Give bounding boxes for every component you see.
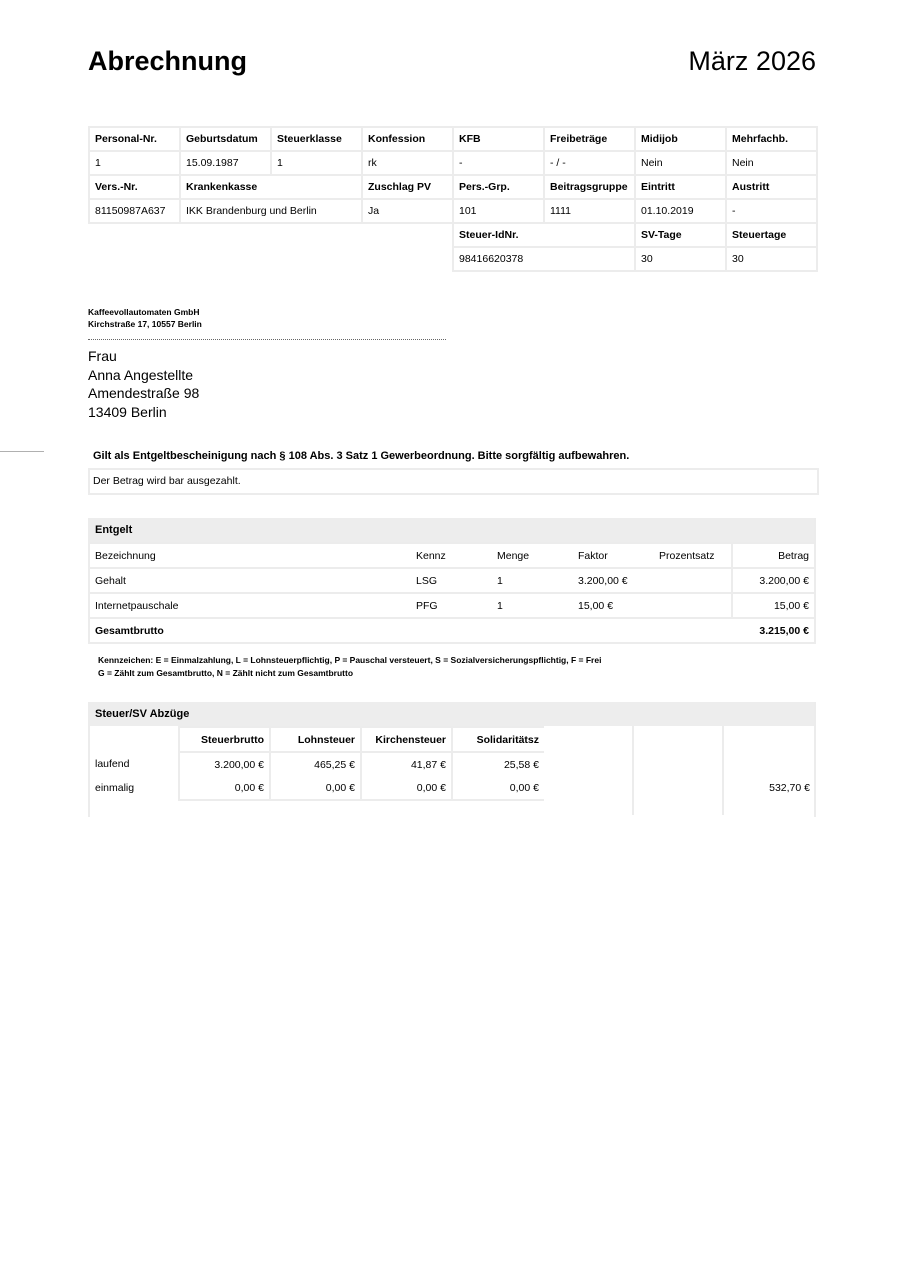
label-krankenkasse: Krankenkasse [180, 175, 362, 199]
value-steuerklasse: 1 [271, 151, 362, 175]
value-pers-grp: 101 [453, 199, 544, 223]
earnings-section [88, 518, 816, 644]
label-kfb: KFB [453, 127, 544, 151]
cell-kirchensteuer: 41,87 € [361, 752, 452, 776]
row2-labels [89, 175, 817, 199]
fold-mark [0, 451, 44, 452]
label-sv-tage: SV-Tage [635, 223, 726, 247]
cell-prozentsatz [654, 568, 732, 593]
cell-steuerbrutto: 0,00 € [179, 776, 270, 800]
earnings-total-row [90, 618, 814, 643]
recipient-address [88, 347, 199, 421]
tax-row-label: einmalig [95, 782, 135, 794]
table-row [90, 568, 814, 593]
value-beitragsgruppe: 1111 [544, 199, 635, 223]
label-zuschlag-pv: Zuschlag PV [362, 175, 453, 199]
label-geburtsdatum: Geburtsdatum [180, 127, 271, 151]
label-konfession: Konfession [362, 127, 453, 151]
total-label: Gesamtbrutto [90, 618, 732, 643]
legend-line-2: G = Zählt zum Gesamtbrutto, N = Zählt nicht zum Gesamtbrutto [98, 668, 354, 678]
label-steuerklasse: Steuerklasse [271, 127, 362, 151]
sender-street: Kirchstraße 17, 10557 Berlin [88, 319, 202, 329]
cell-bezeichnung: Gehalt [90, 568, 411, 593]
tax-table [90, 726, 544, 801]
tax-divider [722, 726, 724, 815]
row2-values [89, 199, 817, 223]
total-value: 3.215,00 € [732, 618, 814, 643]
spacer [89, 223, 453, 247]
tax-title: Steuer/SV Abzüge [90, 702, 814, 726]
label-midijob: Midijob [635, 127, 726, 151]
label-steuertage: Steuertage [726, 223, 817, 247]
cell-solidaritaetsz: 25,58 € [452, 752, 544, 776]
cell-faktor: 15,00 € [573, 593, 654, 618]
value-freibetraege: - / - [544, 151, 635, 175]
cell-kirchensteuer: 0,00 € [361, 776, 452, 800]
col-solidaritaetsz: Solidaritätsz [452, 727, 544, 752]
col-steuerbrutto: Steuerbrutto [179, 727, 270, 752]
earnings-title: Entgelt [90, 518, 814, 542]
cell-betrag: 15,00 € [732, 593, 814, 618]
col-menge: Menge [492, 543, 573, 568]
value-mehrfachb: Nein [726, 151, 817, 175]
sender-divider [88, 339, 446, 340]
recipient-name: Anna Angestellte [88, 366, 194, 383]
label-personal-nr: Personal-Nr. [89, 127, 180, 151]
recipient-city: 13409 Berlin [88, 403, 167, 420]
label-steuer-idnr: Steuer-IdNr. [453, 223, 635, 247]
col-faktor: Faktor [573, 543, 654, 568]
cell-steuerbrutto: 3.200,00 € [179, 752, 270, 776]
employee-info-table [88, 126, 818, 272]
value-eintritt: 01.10.2019 [635, 199, 726, 223]
value-steuer-idnr: 98416620378 [453, 247, 635, 271]
label-austritt: Austritt [726, 175, 817, 199]
value-sv-tage: 30 [635, 247, 726, 271]
tax-section [88, 702, 816, 817]
payment-method: Der Betrag wird bar ausgezahlt. [88, 468, 819, 495]
label-eintritt: Eintritt [635, 175, 726, 199]
document-title: Abrechnung [88, 46, 247, 76]
value-personal-nr: 1 [89, 151, 180, 175]
recipient-street: Amendestraße 98 [88, 385, 200, 401]
billing-period: März 2026 [688, 46, 816, 76]
cell-kennz: LSG [411, 568, 492, 593]
legend-line-1: Kennzeichen: E = Einmalzahlung, L = Lohnsteuerpflichtig, P = Pauschal versteuert, S = Sozialversicherungspflichtig, F = Frei [98, 655, 602, 665]
cell-kennz: PFG [411, 593, 492, 618]
tax-total: 532,70 € [769, 782, 810, 794]
label-freibetraege: Freibeträge [544, 127, 635, 151]
cell-lohnsteuer: 0,00 € [270, 776, 361, 800]
cell-faktor: 3.200,00 € [573, 568, 654, 593]
row3-values [89, 247, 817, 271]
cell-betrag: 3.200,00 € [732, 568, 814, 593]
label-beitragsgruppe: Beitragsgruppe [544, 175, 635, 199]
tax-divider [632, 726, 634, 815]
label-pers-grp: Pers.-Grp. [453, 175, 544, 199]
col-bezeichnung: Bezeichnung [90, 543, 411, 568]
certificate-notice: Gilt als Entgeltbescheinigung nach § 108 Abs. 3 Satz 1 Gewerbeordnung. Bitte sorgfältig aufbewahren. [93, 450, 630, 462]
row1-values [89, 151, 817, 175]
cell-lohnsteuer: 465,25 € [270, 752, 361, 776]
tax-row-label-header [90, 727, 179, 752]
col-lohnsteuer: Lohnsteuer [270, 727, 361, 752]
earnings-table [90, 542, 814, 644]
table-row [90, 593, 814, 618]
table-row [90, 776, 544, 800]
col-kennz: Kennz [411, 543, 492, 568]
value-konfession: rk [362, 151, 453, 175]
value-austritt: - [726, 199, 817, 223]
spacer [89, 247, 453, 271]
tax-header-row [90, 727, 544, 752]
sender-address [88, 306, 202, 330]
cell-menge: 1 [492, 593, 573, 618]
cell-prozentsatz [654, 593, 732, 618]
value-krankenkasse: IKK Brandenburg und Berlin [180, 199, 362, 223]
value-kfb: - [453, 151, 544, 175]
value-steuertage: 30 [726, 247, 817, 271]
value-geburtsdatum: 15.09.1987 [180, 151, 271, 175]
earnings-header-row [90, 543, 814, 568]
row1-labels [89, 127, 817, 151]
cell-bezeichnung: Internetpauschale [90, 593, 411, 618]
col-kirchensteuer: Kirchensteuer [361, 727, 452, 752]
value-vers-nr: 81150987A637 [89, 199, 180, 223]
recipient-salutation: Frau [88, 348, 117, 364]
row3-labels [89, 223, 817, 247]
sender-company: Kaffeevollautomaten GmbH [88, 307, 200, 317]
col-betrag: Betrag [732, 543, 814, 568]
cell-menge: 1 [492, 568, 573, 593]
cell-solidaritaetsz: 0,00 € [452, 776, 544, 800]
col-prozentsatz: Prozentsatz [654, 543, 732, 568]
label-vers-nr: Vers.-Nr. [89, 175, 180, 199]
value-midijob: Nein [635, 151, 726, 175]
value-zuschlag-pv: Ja [362, 199, 453, 223]
table-row [90, 752, 544, 776]
tax-row-label: laufend [95, 758, 130, 770]
legend [98, 654, 601, 680]
label-mehrfachb: Mehrfachb. [726, 127, 817, 151]
